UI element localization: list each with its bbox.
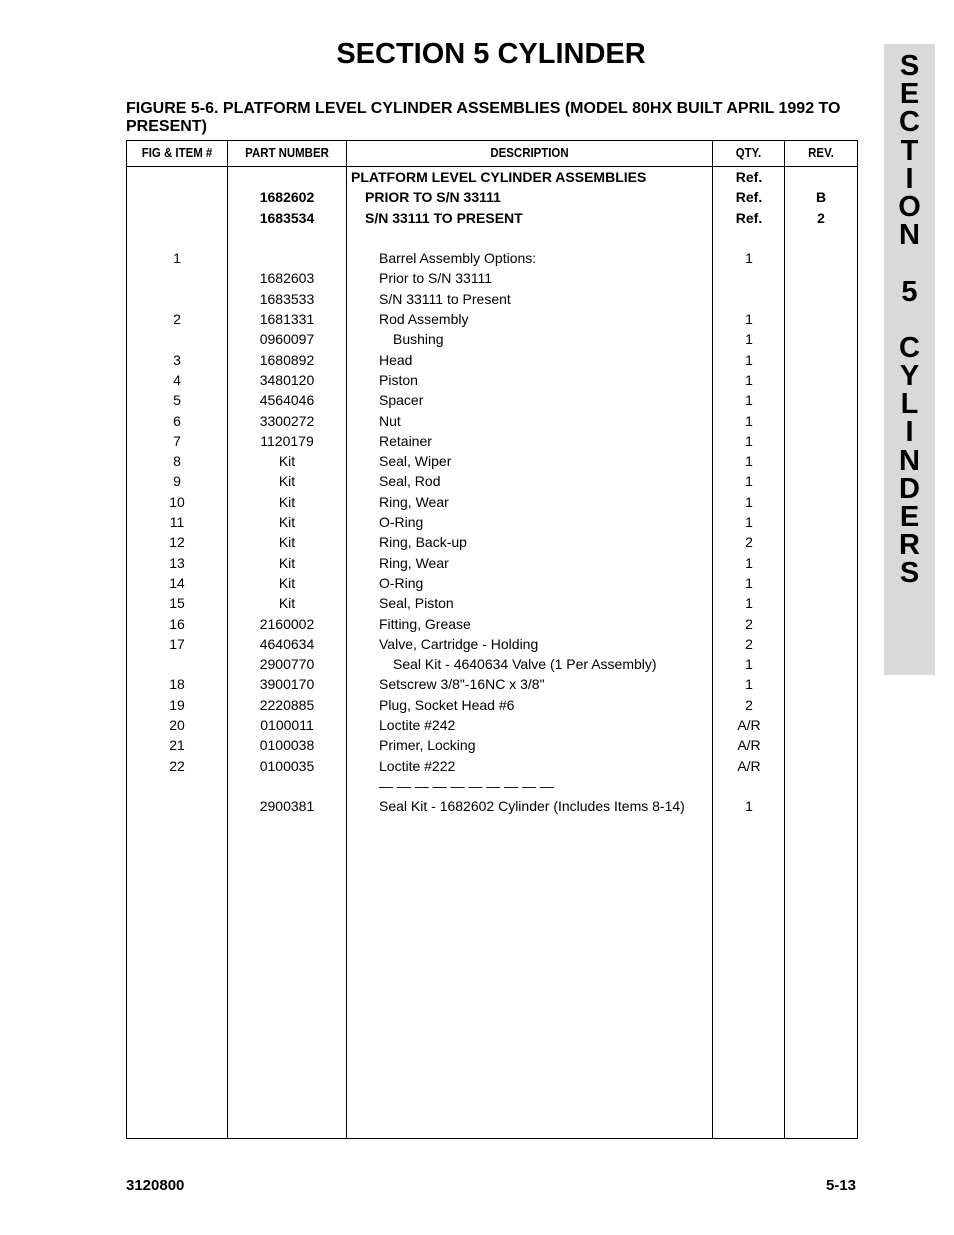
qty-cell: A/R bbox=[737, 737, 761, 754]
table-row bbox=[127, 309, 857, 329]
qty-cell: 2 bbox=[745, 635, 753, 652]
description-cell: O-Ring bbox=[379, 514, 424, 531]
description-cell: Loctite #222 bbox=[379, 757, 456, 774]
description-cell: Ring, Wear bbox=[379, 493, 449, 510]
table-row bbox=[127, 289, 857, 309]
column-header-item: FIG & ITEM # bbox=[141, 145, 213, 160]
part-number-cell: Kit bbox=[278, 574, 296, 591]
qty-cell: 1 bbox=[745, 493, 753, 510]
qty-cell: 1 bbox=[745, 514, 753, 531]
table-row bbox=[127, 512, 857, 532]
fig-item-cell: 13 bbox=[169, 554, 185, 571]
qty-cell: 1 bbox=[745, 412, 753, 429]
table-row bbox=[127, 370, 857, 390]
description-cell: S/N 33111 TO PRESENT bbox=[365, 209, 523, 226]
description-cell: Nut bbox=[379, 412, 401, 429]
description-cell: S/N 33111 to Present bbox=[379, 290, 511, 307]
table-row bbox=[127, 187, 857, 207]
description-cell: Prior to S/N 33111 bbox=[379, 270, 493, 287]
part-number-cell: Kit bbox=[278, 595, 296, 612]
description-cell: Seal Kit - 1682602 Cylinder (Includes Items 8-14) bbox=[379, 798, 685, 815]
side-tab-letter: S bbox=[899, 557, 920, 590]
description-cell: Ring, Back-up bbox=[379, 534, 467, 551]
qty-cell: 1 bbox=[745, 392, 753, 409]
table-row bbox=[127, 228, 857, 248]
fig-item-cell: 10 bbox=[169, 493, 185, 510]
part-number-cell: 4564046 bbox=[259, 392, 315, 409]
fig-item-cell: 8 bbox=[173, 453, 181, 470]
description-cell: Plug, Socket Head #6 bbox=[379, 696, 515, 713]
fig-item-cell: 14 bbox=[169, 574, 185, 591]
fig-item-cell: 20 bbox=[169, 717, 185, 734]
part-number-cell: 1682603 bbox=[259, 270, 315, 287]
table-row bbox=[127, 248, 857, 268]
table-row bbox=[127, 553, 857, 573]
qty-cell: 1 bbox=[745, 351, 753, 368]
side-tab-letter: C bbox=[899, 331, 920, 364]
table-body bbox=[127, 167, 857, 817]
side-tab-letter: 5 bbox=[901, 275, 918, 308]
table-row bbox=[127, 451, 857, 471]
table-row bbox=[127, 532, 857, 552]
qty-cell: 1 bbox=[745, 574, 753, 591]
rev-cell: B bbox=[815, 189, 827, 206]
table-row bbox=[127, 715, 857, 735]
section-side-tab bbox=[884, 44, 935, 675]
qty-cell: 2 bbox=[745, 534, 753, 551]
description-cell: Barrel Assembly Options: bbox=[379, 250, 537, 267]
side-tab-letter bbox=[884, 306, 935, 334]
fig-item-cell: 2 bbox=[173, 311, 181, 328]
fig-item-cell: 18 bbox=[169, 676, 185, 693]
qty-cell: 1 bbox=[745, 371, 753, 388]
parts-table bbox=[126, 140, 858, 1139]
description-cell: Retainer bbox=[379, 432, 432, 449]
fig-item-cell: 5 bbox=[173, 392, 181, 409]
part-number-cell: 2160002 bbox=[259, 615, 315, 632]
column-header-description: DESCRIPTION bbox=[490, 145, 569, 160]
qty-cell: 1 bbox=[745, 432, 753, 449]
description-cell: Seal, Wiper bbox=[379, 453, 452, 470]
qty-cell: Ref. bbox=[735, 209, 763, 226]
column-header-rev: REV. bbox=[808, 145, 834, 160]
part-number-cell: 1683534 bbox=[259, 209, 315, 226]
qty-cell: A/R bbox=[737, 717, 761, 734]
section-title: SECTION 5 CYLINDER bbox=[336, 38, 646, 70]
table-row bbox=[127, 268, 857, 288]
side-tab-letter: E bbox=[899, 501, 920, 533]
qty-cell: 1 bbox=[745, 676, 753, 693]
part-number-cell: 3480120 bbox=[259, 371, 315, 388]
table-row bbox=[127, 776, 857, 796]
rev-cell: 2 bbox=[817, 209, 825, 226]
side-tab-letter: N bbox=[899, 444, 920, 477]
document-number: 3120800 bbox=[126, 1177, 185, 1194]
fig-item-cell: 3 bbox=[173, 351, 181, 368]
fig-item-cell: 17 bbox=[169, 635, 185, 652]
side-tab-letter: E bbox=[899, 78, 920, 111]
qty-cell: Ref. bbox=[735, 169, 763, 185]
fig-item-cell: 4 bbox=[173, 371, 181, 388]
description-cell: Piston bbox=[379, 371, 418, 388]
side-tab-letter: I bbox=[905, 162, 914, 195]
qty-cell: 1 bbox=[745, 473, 753, 490]
table-row bbox=[127, 471, 857, 491]
qty-cell: 1 bbox=[745, 311, 753, 328]
table-row bbox=[127, 614, 857, 634]
description-cell: O-Ring bbox=[379, 574, 424, 591]
description-cell: Ring, Wear bbox=[379, 554, 449, 571]
description-cell: Seal, Piston bbox=[379, 595, 454, 612]
qty-cell: 2 bbox=[745, 615, 753, 632]
table-row bbox=[127, 329, 857, 349]
table-row bbox=[127, 208, 857, 228]
part-number-cell: 1683533 bbox=[259, 290, 315, 307]
table-row bbox=[127, 167, 857, 187]
page-number: 5-13 bbox=[825, 1177, 856, 1194]
part-number-cell: 2900381 bbox=[259, 798, 315, 815]
fig-item-cell: 12 bbox=[169, 534, 185, 551]
side-tab-letter: N bbox=[899, 219, 920, 252]
side-tab-letter bbox=[884, 249, 935, 277]
fig-item-cell: 6 bbox=[173, 412, 181, 429]
side-tab-letter: S bbox=[899, 50, 920, 82]
qty-cell: 1 bbox=[745, 250, 753, 267]
table-row bbox=[127, 350, 857, 370]
table-row bbox=[127, 411, 857, 431]
table-row bbox=[127, 593, 857, 613]
fig-item-cell: 7 bbox=[173, 432, 181, 449]
part-number-cell: Kit bbox=[278, 493, 296, 510]
table-row bbox=[127, 390, 857, 410]
description-cell: Primer, Locking bbox=[379, 737, 476, 754]
figure-title: FIGURE 5-6. PLATFORM LEVEL CYLINDER ASSEMBLIES (MODEL 80HX BUILT APRIL 1992 TO PRESENT) bbox=[126, 100, 841, 135]
fig-item-cell: 16 bbox=[169, 615, 185, 632]
part-number-cell: 2900770 bbox=[259, 656, 315, 673]
part-number-cell: Kit bbox=[278, 514, 296, 531]
part-number-cell: 0100038 bbox=[259, 737, 315, 754]
description-cell: Loctite #242 bbox=[379, 717, 456, 734]
fig-item-cell: 21 bbox=[169, 737, 185, 754]
table-row bbox=[127, 756, 857, 776]
table-row bbox=[127, 654, 857, 674]
qty-cell: 1 bbox=[745, 656, 753, 673]
fig-item-cell: 19 bbox=[169, 696, 185, 713]
table-row bbox=[127, 634, 857, 654]
description-cell: Seal Kit - 4640634 Valve (1 Per Assembly) bbox=[393, 656, 657, 673]
table-row bbox=[127, 796, 857, 816]
side-tab-letter: R bbox=[899, 529, 920, 562]
description-cell: Spacer bbox=[379, 392, 424, 409]
qty-cell: 1 bbox=[745, 595, 753, 612]
part-number-cell: 2220885 bbox=[259, 696, 315, 713]
part-number-cell: Kit bbox=[278, 534, 296, 551]
side-tab-letter: O bbox=[898, 190, 921, 223]
fig-item-cell: 15 bbox=[169, 595, 185, 612]
column-header-qty: QTY. bbox=[735, 145, 762, 160]
table-row bbox=[127, 674, 857, 694]
part-number-cell: 1682602 bbox=[259, 189, 315, 206]
part-number-cell: 3300272 bbox=[259, 412, 315, 429]
part-number-cell: 0960097 bbox=[259, 331, 315, 348]
description-cell: Rod Assembly bbox=[379, 311, 469, 328]
qty-cell: 2 bbox=[745, 696, 753, 713]
description-cell: Valve, Cartridge - Holding bbox=[379, 635, 539, 652]
side-tab-letter: Y bbox=[899, 360, 920, 393]
table-row bbox=[127, 431, 857, 451]
column-header-part-number: PART NUMBER bbox=[245, 145, 329, 160]
qty-cell: 1 bbox=[745, 554, 753, 571]
side-tab-letter: L bbox=[900, 388, 919, 421]
table-row bbox=[127, 735, 857, 755]
qty-cell: Ref. bbox=[735, 189, 763, 206]
qty-cell: 1 bbox=[745, 331, 753, 348]
description-cell: Fitting, Grease bbox=[379, 615, 471, 632]
side-tab-letter: D bbox=[899, 472, 920, 505]
part-number-cell: 0100011 bbox=[260, 717, 314, 734]
side-tab-letter: C bbox=[899, 106, 920, 139]
table-row bbox=[127, 573, 857, 593]
description-cell: Setscrew 3/8"-16NC x 3/8" bbox=[379, 676, 545, 693]
part-number-cell: Kit bbox=[278, 554, 296, 571]
side-tab-letter: T bbox=[900, 134, 919, 167]
part-number-cell: Kit bbox=[278, 453, 296, 470]
description-cell: PLATFORM LEVEL CYLINDER ASSEMBLIES bbox=[351, 169, 647, 185]
qty-cell: 1 bbox=[745, 453, 753, 470]
fig-item-cell: 22 bbox=[169, 757, 185, 774]
part-number-cell: 1680892 bbox=[259, 351, 315, 368]
part-number-cell: 4640634 bbox=[259, 635, 315, 652]
part-number-cell: Kit bbox=[278, 473, 296, 490]
description-cell: Seal, Rod bbox=[379, 473, 441, 490]
side-tab-letter: I bbox=[905, 416, 914, 449]
fig-item-cell: 9 bbox=[173, 473, 181, 490]
part-number-cell: 1120179 bbox=[260, 432, 314, 449]
part-number-cell: 3900170 bbox=[259, 676, 315, 693]
fig-item-cell: 11 bbox=[169, 514, 185, 531]
part-number-cell: 1681331 bbox=[259, 311, 315, 328]
qty-cell: A/R bbox=[737, 757, 761, 774]
description-cell: — — — — — — — — — — bbox=[379, 777, 555, 794]
table-row bbox=[127, 695, 857, 715]
description-cell: PRIOR TO S/N 33111 bbox=[365, 189, 501, 206]
table-row bbox=[127, 492, 857, 512]
description-cell: Bushing bbox=[393, 331, 444, 348]
qty-cell: 1 bbox=[745, 798, 753, 815]
part-number-cell: 0100035 bbox=[259, 757, 315, 774]
description-cell: Head bbox=[379, 351, 413, 368]
fig-item-cell: 1 bbox=[173, 250, 181, 267]
